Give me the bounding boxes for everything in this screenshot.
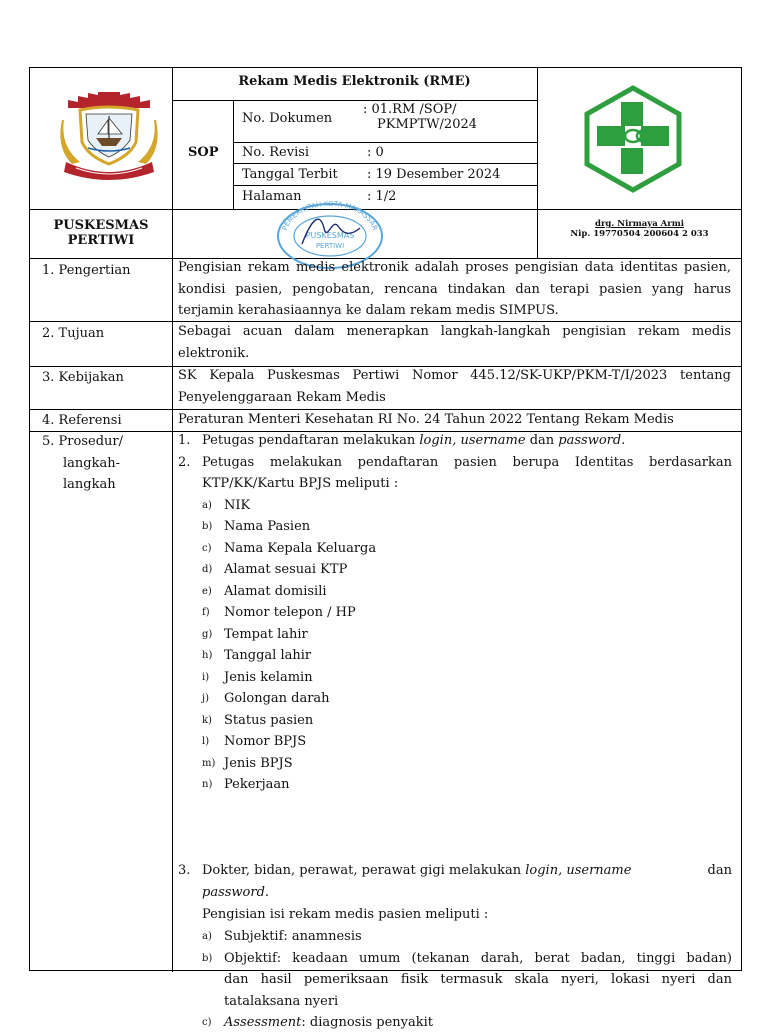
identity-item-text: Golongan darah: [224, 691, 330, 706]
stamp-center-text: PUSKESMAS: [305, 231, 355, 240]
section-label-prosedur: 5. Prosedur/: [42, 434, 123, 449]
section-label-prosedur-line3: langkah: [63, 477, 116, 492]
identity-item-text: Tempat lahir: [224, 626, 308, 642]
identity-item-letter: n): [202, 779, 213, 790]
pengertian-text: Pengisian rekam medis elektronik adalah proses pengisian data identitas pasien, kondisi pasien, pengobatan, rencana tindakan dan terapi pasien yang harus terjamin kerahasiaannya ke dalam rekam medis SIMPUS.: [178, 260, 731, 318]
sop-label: SOP: [188, 145, 219, 160]
grid-line: [172, 68, 173, 258]
issue-date-label: Tanggal Terbit: [242, 167, 338, 182]
identity-item-letter: c): [202, 542, 212, 554]
sop-document: Rekam Medis Elektronik (RME) SOP No. Dokumen : 01.RM /SOP/ PKMPTW/2024 No. Revisi : 0 Tanggal Terbit : 19 Desember 2024 Halaman : 1/2 PUSKESMAS PERTIWI PEMERINTAH KOTA MAKASSAR PUSKESMAS PERTIWI drg. Nirmaya Armi Nip. 19770504 200604 2 033 1. Pengertian 2. Tujuan 3. Kebijakan 4. Referensi 5. Prosedur/ langkah- langkah Pengisian rekam medis elektronik adalah proses pengisian data identitas pasien, kondisi pasien, pengobatan, rencana tindakan dan terapi pasien yang harus terjamin kerahasiaannya ke dalam rekam medis SIMPUS. Sebagai acuan dalam menerapkan langkah-langkah pengisian rekam medis elektronik. SK Kepala Puskesmas Pertiwi Nomor 445.12/SK-UKP/PKM-T/I/2023 tentang Penyelenggaraan Rekam Medis Peraturan Menteri Kesehatan RI No. 24 Tahun 2022 Tentang Rekam Medis 1. Petugas pendaftaran melakukan login, username dan password. 2. Petugas melakukan pendaftaran pasien berupa Identitas berdasarkan KTP/KK/Kartu BPJS meliputi : a) NIK b) Nama Pasien c) Nama Kepala Keluarga d) Alamat sesuai KTP e) Alamat domisili f) Nomor telepon / HP g) Tempat lahir h) Tanggal lahir i) Jenis kelamin j) Golongan darah k) Status pasien l) Nomor BPJS m) Jenis BPJS n) Pekerjaan 3. Dokter, bidan, perawat, perawat gigi melakukan login, username dan password. Pengisian isi rekam medis pasien meliputi : a) Subjektif: anamnesis b) Objektif: keadaan umum (tekanan darah, berat badan, tinggi badan) dan hasil pemeriksaan fisik termasuk skala nyeri, lokasi nyeri dan tatalaksana nyeri c) Assessment: diagnosis penyakit: [29, 67, 742, 971]
identity-item-letter: h): [202, 650, 213, 661]
issue-date-value: : 19 Desember 2024: [367, 167, 501, 182]
section-label-prosedur-line2: langkah-: [63, 456, 120, 471]
grid-line: [233, 142, 538, 143]
identity-item-text: Nama Kepala Keluarga: [224, 540, 377, 556]
step-number: 2.: [178, 454, 191, 470]
signer-nip: Nip. 19770504 200604 2 033: [570, 229, 709, 239]
identity-item-text: Jenis kelamin: [224, 669, 313, 685]
identity-item-letter: e): [202, 585, 212, 597]
kebijakan-text: SK Kepala Puskesmas Pertiwi Nomor 445.12/SK-UKP/PKM-T/I/2023 tentang Penyelenggaraan Rekam Medis: [178, 368, 731, 405]
identity-item-letter: i): [202, 671, 210, 683]
identity-item-letter: j): [202, 693, 210, 704]
step-number: 1.: [178, 433, 191, 448]
section-label-kebijakan: 3. Kebijakan: [42, 370, 124, 385]
identity-item-text: Alamat domisili: [224, 583, 327, 599]
identity-item-letter: f): [202, 607, 210, 618]
page-label: Halaman: [242, 189, 302, 204]
doc-number-label: No. Dokumen: [242, 111, 333, 126]
identity-item-letter: d): [202, 564, 213, 575]
revision-label: No. Revisi: [242, 145, 310, 160]
identity-item-letter: b): [202, 521, 213, 532]
step-number: 3.: [178, 863, 191, 878]
identity-item-text: Nama Pasien: [224, 519, 311, 534]
identity-item-letter: g): [202, 628, 213, 640]
identity-item-text: Alamat sesuai KTP: [224, 562, 348, 577]
identity-item-text: NIK: [224, 497, 251, 513]
page-value: : 1/2: [367, 189, 397, 204]
identity-item-letter: m): [202, 757, 216, 769]
tujuan-text: Sebagai acuan dalam menerapkan langkah-langkah pengisian rekam medis elektronik.: [178, 324, 731, 361]
identity-item-text: Status pasien: [224, 712, 314, 728]
identity-item-letter: a): [202, 499, 212, 511]
section-label-tujuan: 2. Tujuan: [42, 326, 105, 341]
identity-item-text: Tanggal lahir: [224, 648, 312, 663]
grid-line: [233, 100, 234, 210]
revision-value: : 0: [367, 145, 384, 160]
stamp-bottom-text: PERTIWI: [315, 242, 345, 250]
identity-item-letter: k): [202, 714, 212, 726]
identity-item-text: Pekerjaan: [224, 777, 290, 792]
identity-item-text: Nomor telepon / HP: [224, 605, 356, 620]
grid-line: [233, 185, 538, 186]
city-emblem-logo: [58, 90, 160, 182]
stamp-top-text: PEMERINTAH KOTA MAKASSAR: [280, 199, 380, 232]
identity-item-text: Jenis BPJS: [224, 755, 293, 771]
doc-number-value-line2: PKMPTW/2024: [377, 117, 478, 132]
grid-line: [233, 163, 538, 164]
section-label-pengertian: 1. Pengertian: [42, 263, 131, 278]
signer-name: drg. Nirmaya Armi: [595, 219, 684, 229]
organization-name-line1: PUSKESMAS: [53, 218, 149, 233]
grid-line: [172, 100, 538, 101]
identity-item-text: Nomor BPJS: [224, 734, 307, 749]
referensi-text: Peraturan Menteri Kesehatan RI No. 24 Tahun 2022 Tentang Rekam Medis: [178, 412, 674, 427]
puskesmas-logo: [579, 84, 687, 194]
doc-number-value-line1: : 01.RM /SOP/: [363, 102, 457, 117]
section-label-referensi: 4. Referensi: [42, 413, 122, 428]
identity-item-letter: l): [202, 736, 210, 747]
organization-name-line2: PERTIWI: [67, 233, 135, 248]
document-title: Rekam Medis Elektronik (RME): [238, 74, 471, 89]
